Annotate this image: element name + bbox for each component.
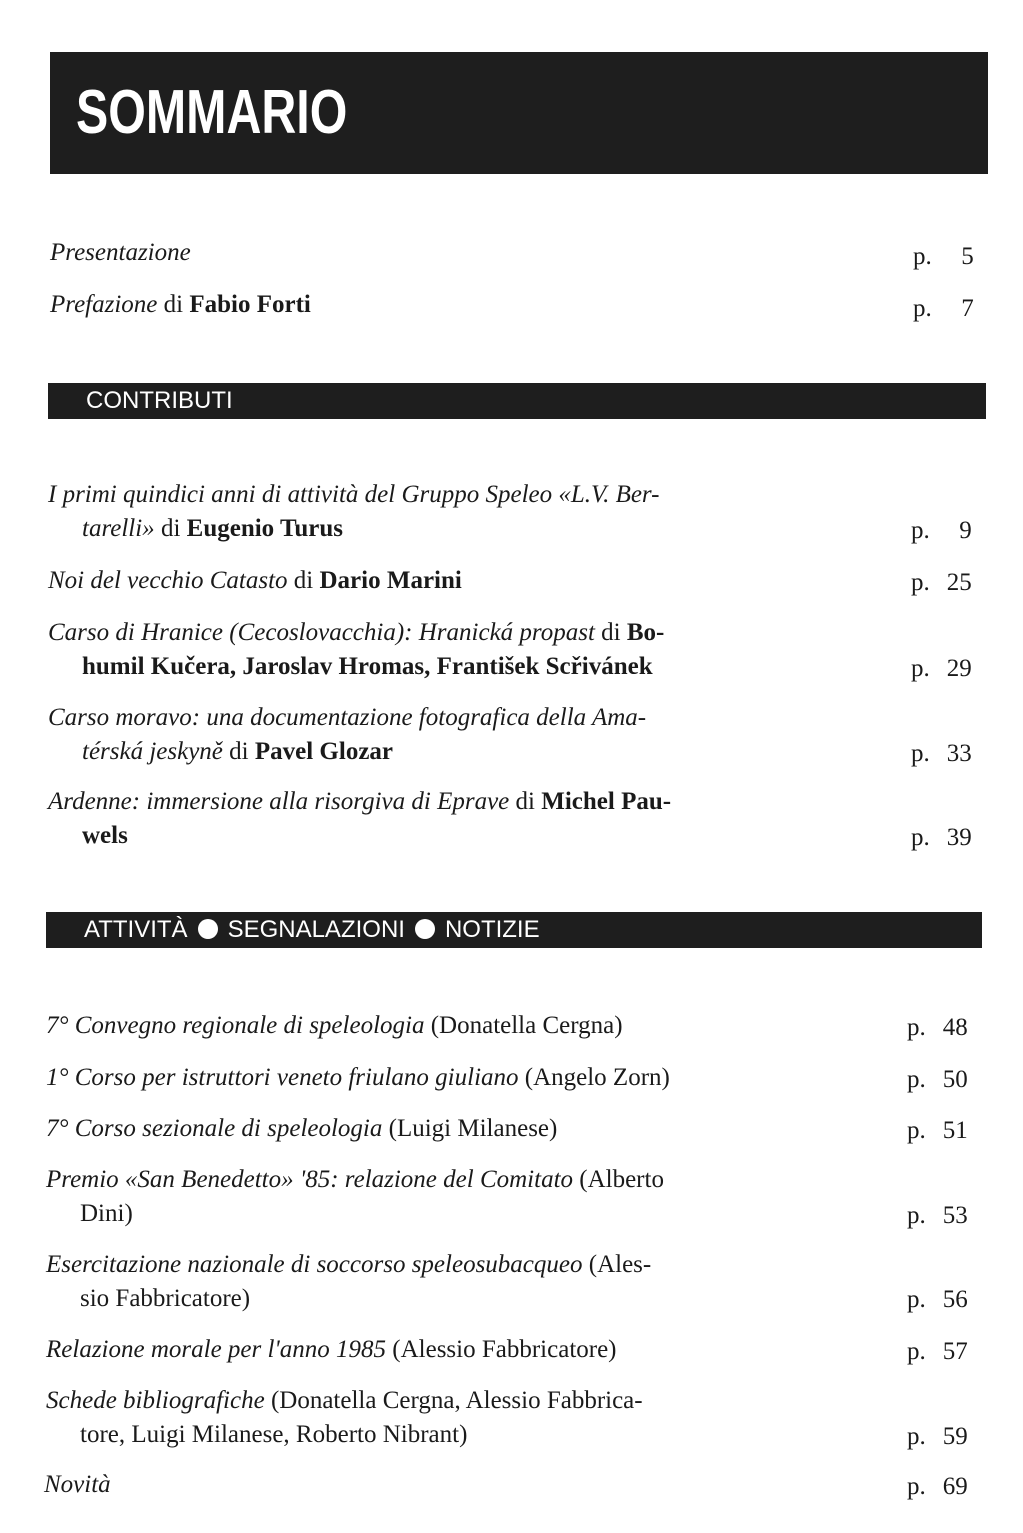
entry-author: Pavel Glozar <box>254 738 394 765</box>
toc-entry[interactable]: Relazione morale per l'anno 1985 (Alessio Fabbricatore) <box>46 1336 617 1363</box>
entry-author: Dario Marini <box>319 567 462 594</box>
toc-entry[interactable]: Carso di Hranice (Cecoslovacchia): Hranická propast di Bo- humil Kučera, Jaroslav Hromas, František Scřivánek <box>48 619 665 680</box>
bullet-icon <box>415 919 435 939</box>
entry-page: p. 48 <box>907 1014 968 1041</box>
title-banner <box>50 52 988 174</box>
entry-author: humil Kučera, Jaroslav Hromas, František Scřivánek <box>82 653 653 680</box>
toc-entry[interactable]: 7° Corso sezionale di speleologia (Luigi Milanese) <box>46 1115 558 1142</box>
entry-title: Prefazione <box>50 291 158 318</box>
toc-entry[interactable]: Novità <box>44 1471 111 1498</box>
entry-page: p. 9 <box>911 517 972 544</box>
entry-author: Fabio Forti <box>189 291 311 318</box>
entry-page: p. 25 <box>911 569 972 596</box>
toc-entry[interactable]: 1° Corso per istruttori veneto friulano giuliano (Angelo Zorn) <box>46 1064 670 1091</box>
section-label: CONTRIBUTI <box>86 387 233 414</box>
toc-entry[interactable]: Ardenne: immersione alla risorgiva di Eprave di Michel Pau- wels <box>48 788 672 849</box>
entry-page: p. 33 <box>911 740 972 767</box>
toc-entry[interactable]: Carso moravo: una documentazione fotografica della Ama- térská jeskyně di Pavel Glozar <box>48 704 647 765</box>
entry-author: Eugenio Turus <box>186 515 343 542</box>
toc-entry[interactable]: I primi quindici anni di attività del Gruppo Speleo «L.V. Ber- tarelli» di Eugenio Turus <box>48 481 660 542</box>
entry-page: p. 53 <box>907 1202 968 1229</box>
entry-page: p. 59 <box>907 1423 968 1450</box>
section-label: ATTIVITÀ SEGNALAZIONI NOTIZIE <box>84 916 540 943</box>
entry-page: p. 5 <box>913 243 974 270</box>
toc-entry-prefazione[interactable]: Prefazione di Fabio Forti <box>50 291 311 318</box>
toc-entry[interactable]: Premio «San Benedetto» '85: relazione del Comitato (Alberto Dini) <box>46 1166 664 1227</box>
entry-page: p. 7 <box>913 295 974 322</box>
entry-page: p. 29 <box>911 655 972 682</box>
entry-page: p. 50 <box>907 1066 968 1093</box>
page-title: SOMMARIO <box>76 78 348 147</box>
section-header-contributi <box>48 383 986 419</box>
toc-entry[interactable]: Schede bibliografiche (Donatella Cergna, Alessio Fabbrica- tore, Luigi Milanese, Roberto Nibrant) <box>46 1387 643 1448</box>
entry-title: Presentazione <box>50 239 191 266</box>
bullet-icon <box>198 919 218 939</box>
toc-entry[interactable]: Esercitazione nazionale di soccorso speleosubacqueo (Ales- sio Fabbricatore) <box>46 1251 652 1312</box>
entry-page: p. 51 <box>907 1117 968 1144</box>
entry-author: wels <box>82 822 128 849</box>
toc-entry-presentazione[interactable] <box>50 236 191 270</box>
section-header-attivita <box>46 912 982 948</box>
entry-page: p. 39 <box>911 824 972 851</box>
entry-page: p. 57 <box>907 1338 968 1365</box>
entry-page: p. 56 <box>907 1286 968 1313</box>
toc-entry[interactable]: 7° Convegno regionale di speleologia (Donatella Cergna) <box>46 1012 623 1039</box>
toc-entry[interactable]: Noi del vecchio Catasto di Dario Marini <box>48 567 462 594</box>
entry-page: p. 69 <box>907 1473 968 1500</box>
